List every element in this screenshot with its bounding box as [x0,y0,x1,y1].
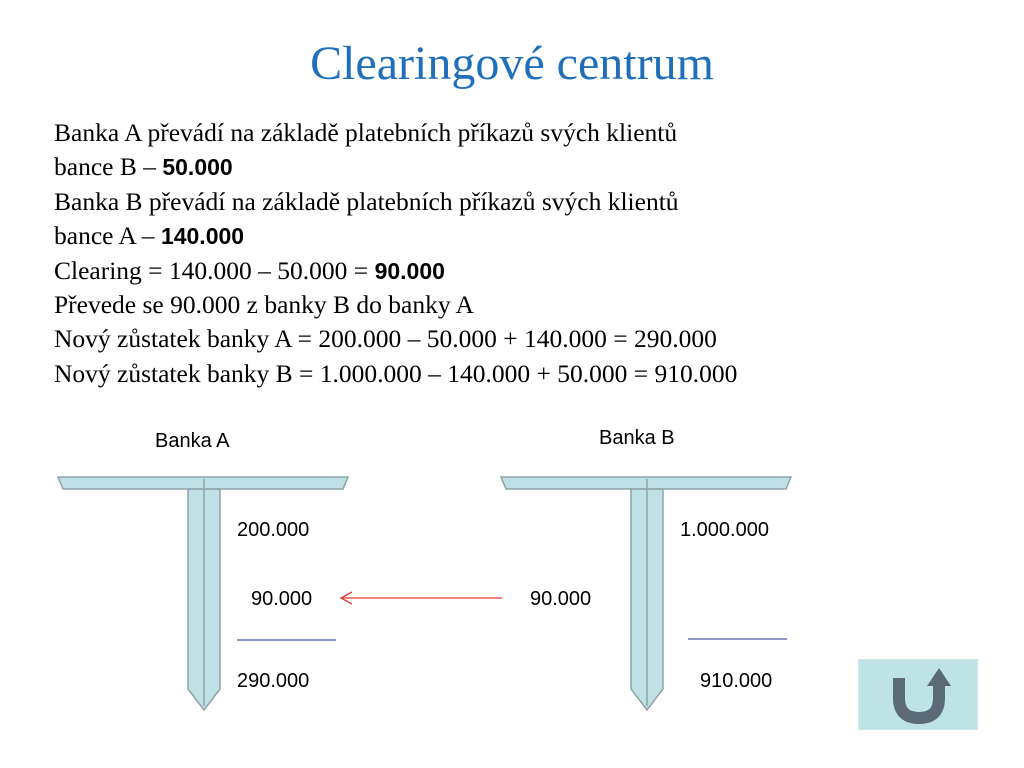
text-line-2: bance B – 50.000 [54,152,233,182]
bank-a-label: Banka A [155,430,230,452]
bank-b-sum-line [688,637,788,641]
explanation-text [54,116,1014,391]
u-turn-back-icon [859,660,979,731]
back-button[interactable] [858,659,978,730]
bank-b-transfer-out: 90.000 [530,588,592,610]
bank-b-label: Banka B [599,427,675,449]
text-line-5: Clearing = 140.000 – 50.000 = 90.000 [54,255,445,285]
text-line-8: Nový zůstatek banky B = 1.000.000 – 140.000 + 50.000 = 910.000 [54,358,738,388]
text-line-6: Převede se 90.000 z banky B do banky A [54,290,474,320]
bank-b-closing-balance: 910.000 [700,670,773,692]
bank-a-opening-balance: 200.000 [237,519,310,541]
bank-a-closing-balance: 290.000 [237,670,310,692]
bank-a-sum-line [237,638,337,642]
text-line-3: Banka B převádí na základě platebních příkazů svých klientů [54,186,679,216]
slide-title: Clearingové centrum [310,37,714,90]
transfer-arrow-icon [338,590,504,606]
text-line-4: bance A – 140.000 [54,221,245,251]
text-line-7: Nový zůstatek banky A = 200.000 – 50.000 + 140.000 = 290.000 [54,324,717,354]
bank-a-transfer-in: 90.000 [251,588,313,610]
bank-b-opening-balance: 1.000.000 [680,519,769,541]
text-line-1: Banka A převádí na základě platebních příkazů svých klientů [54,118,678,147]
